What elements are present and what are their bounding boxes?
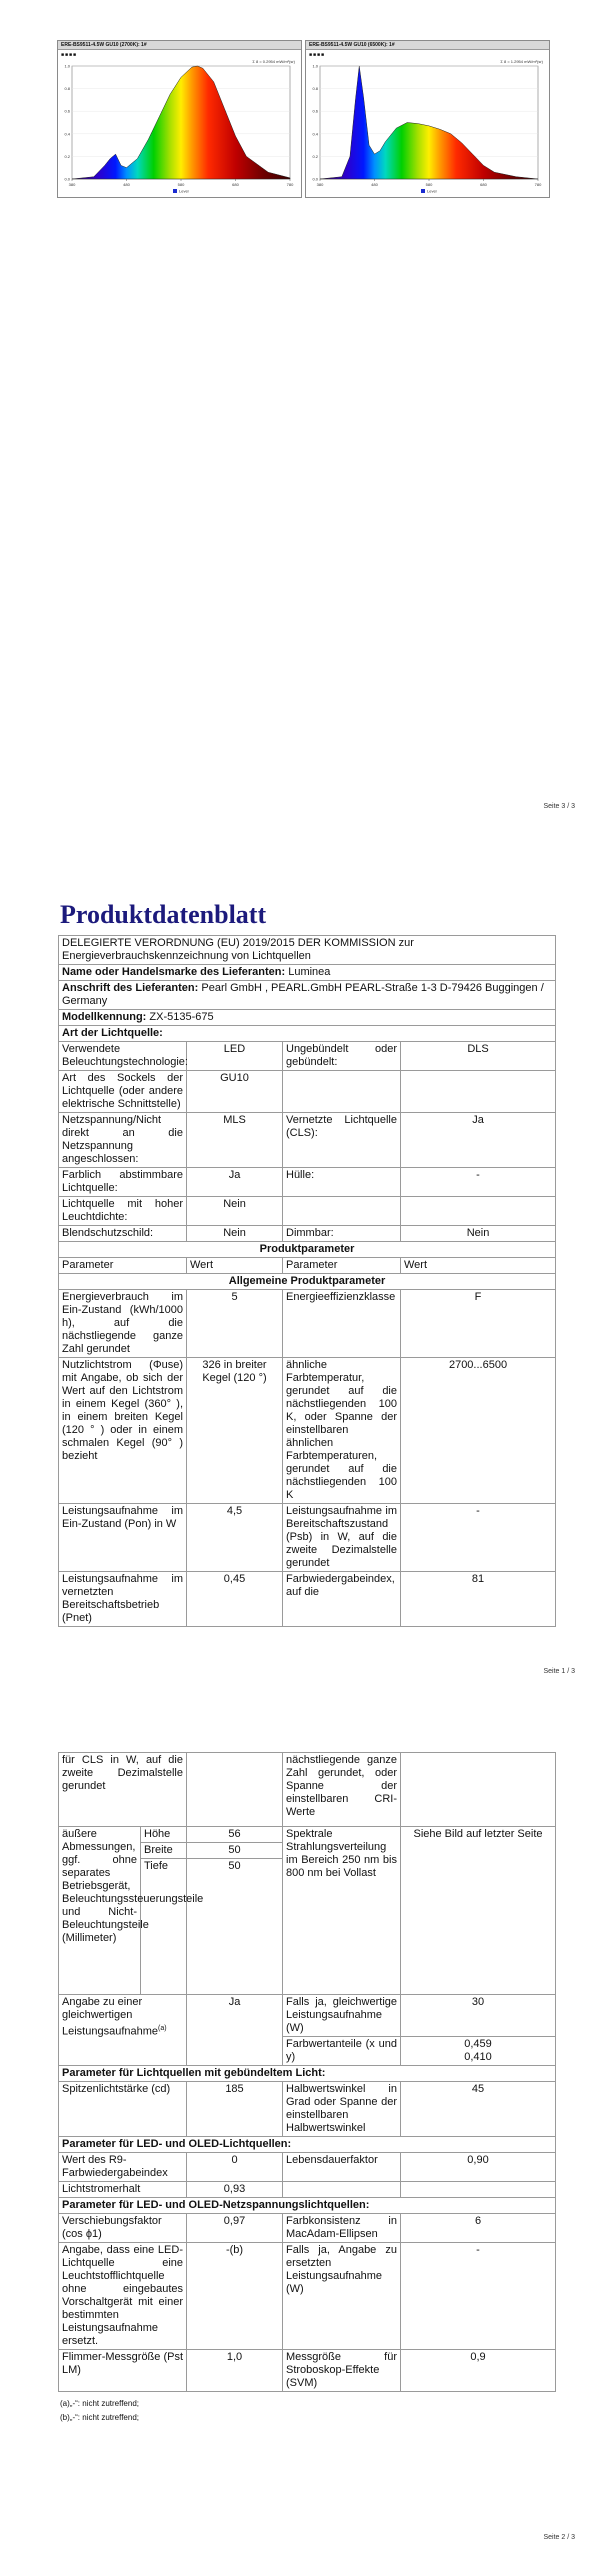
model-label: Modellkennung: <box>62 1011 147 1023</box>
toolbar-icons: ■■■■ <box>61 52 78 58</box>
param-value: 0,93 <box>187 2182 283 2198</box>
param-value: 0,97 <box>187 2214 283 2243</box>
datasheet-table-page2 <box>58 1752 556 2392</box>
section-row <box>59 2137 556 2153</box>
param-value <box>401 1071 556 1113</box>
table-row <box>59 2214 556 2243</box>
x-tick-label: 380 <box>316 182 324 187</box>
chroma-y: 0,410 <box>464 2051 492 2063</box>
table-row <box>59 1197 556 1226</box>
col-param: Parameter <box>283 1258 401 1274</box>
table-row <box>59 1168 556 1197</box>
param-value: 0 <box>187 2153 283 2182</box>
table-row <box>59 1226 556 1242</box>
y-tick-label: 0.8 <box>312 86 318 92</box>
x-tick-label: 780 <box>286 182 294 187</box>
col-value: Wert <box>401 1258 556 1274</box>
param-value: 185 <box>187 2082 283 2137</box>
param-value: 1,0 <box>187 2350 283 2392</box>
datasheet-table-page1 <box>58 935 556 1627</box>
param-label: Netzspannung/Nicht direkt an die Netzspannung angeschlossen: <box>59 1113 187 1168</box>
param-value: - <box>401 1168 556 1197</box>
dims-row <box>59 1827 556 1843</box>
param-label: Blendschutzschild: <box>59 1226 187 1242</box>
param-value: GU10 <box>187 1071 283 1113</box>
section-row <box>59 2066 556 2082</box>
x-tick-label: 680 <box>232 182 239 187</box>
table-row <box>59 1358 556 1504</box>
param-value: 5 <box>187 1290 283 1358</box>
table-row <box>59 1042 556 1071</box>
param-label: ähnliche Farbtemperatur, gerundet auf die nächstliegenden 100 K, oder Spanne der einstellbaren ähnlichen Farbtemperaturen, gerundet auf die nächstliegenden 100 K <box>283 1358 401 1504</box>
param-label: Dimmbar: <box>283 1226 401 1242</box>
param-value: Ja <box>187 1995 283 2066</box>
spectrum-header: ERE-BS9511-4.5W GU10 (6500K): 1# <box>306 41 549 50</box>
address-row <box>59 981 556 1010</box>
param-value: 81 <box>401 1572 556 1627</box>
section-row <box>59 1242 556 1258</box>
footnote-a: (a)„-“: nicht zutreffend; <box>60 2399 139 2408</box>
param-value: DLS <box>401 1042 556 1071</box>
supplier-row <box>59 965 556 981</box>
led-heading: Parameter für LED- und OLED-Lichtquellen: <box>59 2137 556 2153</box>
dim-value: 56 <box>187 1827 283 1843</box>
model-row <box>59 1010 556 1026</box>
y-tick-label: 0.6 <box>64 108 70 114</box>
column-header-row <box>59 1258 556 1274</box>
param-label: Leistungsaufnahme im Ein-Zustand (Pon) in W <box>59 1504 187 1572</box>
param-label <box>283 1071 401 1113</box>
section-row <box>59 2198 556 2214</box>
param-label: Messgröße für Stroboskop-Effekte (SVM) <box>283 2350 401 2392</box>
param-label: Hülle: <box>283 1168 401 1197</box>
param-label: Farbwiedergabeindex, auf die <box>283 1572 401 1627</box>
toolbar-icons: ■■■■ <box>309 52 326 58</box>
spectrum-header: ERE-BS9511-4.5W GU10 (2700K): 1# <box>58 41 301 50</box>
legend-swatch <box>173 189 177 193</box>
param-label: Angabe zu einer gleichwertigen Leistungsaufnahme <box>62 1996 159 2038</box>
page-title: Produktdatenblatt <box>60 900 267 929</box>
param-label: Farblich abstimmbare Lichtquelle: <box>59 1168 187 1197</box>
general-params-heading: Allgemeine Produktparameter <box>59 1274 556 1290</box>
param-label: Nutzlichtstrom (Φuse) mit Angabe, ob sich der Wert auf den Lichtstrom in einem Kegel (360° ), in einem breiten Kegel (120 ° ) oder in einem schmalen Kegel (90° ) bezieht <box>59 1358 187 1504</box>
y-tick-label: 0.2 <box>312 153 318 159</box>
legend-label: Level <box>427 188 437 194</box>
param-value: Nein <box>401 1226 556 1242</box>
param-label: Lichtquelle mit hoher Leuchtdichte: <box>59 1197 187 1226</box>
param-label: für CLS in W, auf die zweite Dezimalstelle gerundet <box>59 1753 187 1827</box>
address-label: Anschrift des Lieferanten: <box>62 982 199 994</box>
spectrum-info: Σ 8 = 1.2954 mW/m²(sr) <box>500 59 543 64</box>
param-value: 0,90 <box>401 2153 556 2182</box>
section-row <box>59 1274 556 1290</box>
param-label: Energieverbrauch im Ein-Zustand (kWh/1000 h), auf die nächstliegende ganze Zahl gerundet <box>59 1290 187 1358</box>
spectrum-chart-6500k <box>306 41 551 199</box>
y-tick-label: 1.0 <box>312 63 318 69</box>
param-label: Verschiebungsfaktor (cos ϕ1) <box>59 2214 187 2243</box>
model-value: ZX-5135-675 <box>149 1011 214 1023</box>
param-label: Art des Sockels der Lichtquelle (oder andere elektrische Schnittstelle) <box>59 1071 187 1113</box>
param-label: Spitzenlichtstärke (cd) <box>59 2082 187 2137</box>
param-value: 0,9 <box>401 2350 556 2392</box>
type-heading: Art der Lichtquelle: <box>59 1026 556 1042</box>
x-tick-label: 580 <box>177 182 185 187</box>
table-row <box>59 2350 556 2392</box>
param-label: Farbkonsistenz in MacAdam-Ellipsen <box>283 2214 401 2243</box>
param-label: Falls ja, gleichwertige Leistungsaufnahme (W) <box>283 1995 401 2037</box>
directional-heading: Parameter für Lichtquellen mit gebündeltem Licht: <box>59 2066 556 2082</box>
legend-swatch <box>421 189 425 193</box>
table-row <box>59 2082 556 2137</box>
param-value: Nein <box>187 1226 283 1242</box>
param-value: 326 in breiter Kegel (120 °) <box>187 1358 283 1504</box>
supplier-label: Name oder Handelsmarke des Lieferanten: <box>62 966 286 978</box>
param-value: - <box>401 2243 556 2350</box>
x-tick-label: 780 <box>534 182 542 187</box>
table-row <box>59 2182 556 2198</box>
table-row <box>59 1504 556 1572</box>
param-value: -(b) <box>187 2243 283 2350</box>
table-row <box>59 2243 556 2350</box>
chroma-x: 0,459 <box>464 2038 492 2050</box>
param-label: Spektrale Strahlungsverteilung im Bereich 250 nm bis 800 nm bei Vollast <box>283 1827 401 1995</box>
mains-heading: Parameter für LED- und OLED-Netzspannungslichtquellen: <box>59 2198 556 2214</box>
param-label: Leistungsaufnahme im vernetzten Bereitschaftsbetrieb (Pnet) <box>59 1572 187 1627</box>
col-value: Wert <box>187 1258 283 1274</box>
y-tick-label: 0.0 <box>312 176 318 182</box>
dims-label: äußere Abmessungen, ggf. ohne separates Betriebsgerät, Beleuchtungssteuerungsteile und Nicht-Beleuchtungsteile (Millimeter) <box>59 1827 141 1995</box>
param-label: Verwendete Beleuchtungstechnologie: <box>59 1042 187 1071</box>
param-label: Flimmer-Messgröße (Pst LM) <box>59 2350 187 2392</box>
spectrum-info: Σ 8 = 0.2954 mW/m²(sr) <box>252 59 295 64</box>
page-number-2: Seite 2 / 3 <box>543 2534 575 2541</box>
page-number-1: Seite 1 / 3 <box>543 1668 575 1675</box>
param-value: Nein <box>187 1197 283 1226</box>
param-value: 30 <box>401 1995 556 2037</box>
param-label: Lichtstromerhalt <box>59 2182 187 2198</box>
y-tick-label: 1.0 <box>64 63 70 69</box>
param-value: Ja <box>401 1113 556 1168</box>
y-tick-label: 0.2 <box>64 153 70 159</box>
param-label: Falls ja, Angabe zu ersetzten Leistungsaufnahme (W) <box>283 2243 401 2350</box>
address-value: Pearl GmbH , PEARL.GmbH PEARL-Straße 1-3 D-79426 Buggingen / Germany <box>62 982 544 1007</box>
footnote-ref: (a) <box>158 2025 167 2032</box>
param-label: Leistungsaufnahme im Bereitschaftszustand (Psb) in W, auf die zweite Dezimalstelle gerundet <box>283 1504 401 1572</box>
y-tick-label: 0.4 <box>64 131 70 137</box>
dim-value: 50 <box>187 1843 283 1859</box>
dim-name: Höhe <box>141 1827 187 1843</box>
x-tick-label: 580 <box>425 182 433 187</box>
param-label: Wert des R9-Farbwiedergabeindex <box>59 2153 187 2182</box>
spectrum-panel-2700k <box>57 40 302 198</box>
param-value: F <box>401 1290 556 1358</box>
table-row <box>59 1995 556 2037</box>
x-tick-label: 480 <box>371 182 378 187</box>
param-value <box>401 1197 556 1226</box>
dim-name: Breite <box>141 1843 187 1859</box>
product-params-heading: Produktparameter <box>59 1242 556 1258</box>
param-value: MLS <box>187 1113 283 1168</box>
param-value: 45 <box>401 2082 556 2137</box>
param-value: Siehe Bild auf letzter Seite <box>401 1827 556 1995</box>
param-label: Ungebündelt oder gebündelt: <box>283 1042 401 1071</box>
param-value: LED <box>187 1042 283 1071</box>
table-row <box>59 1572 556 1627</box>
param-label: Halbwertswinkel in Grad oder Spanne der einstellbaren Halbwertswinkel <box>283 2082 401 2137</box>
param-label: Lebensdauerfaktor <box>283 2153 401 2182</box>
param-value: 4,5 <box>187 1504 283 1572</box>
y-tick-label: 0.8 <box>64 86 70 92</box>
col-param: Parameter <box>59 1258 187 1274</box>
param-value: - <box>401 1504 556 1572</box>
x-tick-label: 680 <box>480 182 487 187</box>
param-value: 6 <box>401 2214 556 2243</box>
param-label: Energieeffizienzklasse <box>283 1290 401 1358</box>
param-label: nächstliegende ganze Zahl gerundet, oder Spanne der einstellbaren CRI-Werte <box>283 1753 401 1827</box>
param-value: Ja <box>187 1168 283 1197</box>
type-heading-row <box>59 1026 556 1042</box>
dim-value: 50 <box>187 1859 283 1995</box>
x-tick-label: 380 <box>68 182 76 187</box>
table-row <box>59 2153 556 2182</box>
param-value: 2700...6500 <box>401 1358 556 1504</box>
param-label: Angabe, dass eine LED-Lichtquelle eine Leuchtstofflichtquelle ohne eingebautes Vorschaltgerät mit einer bestimmten Leistungsaufnahme ersetzt. <box>59 2243 187 2350</box>
spectrum-panel-6500k <box>305 40 550 198</box>
y-tick-label: 0.0 <box>64 176 70 182</box>
table-row <box>59 1290 556 1358</box>
table-row <box>59 1113 556 1168</box>
param-label: Vernetzte Lichtquelle (CLS): <box>283 1113 401 1168</box>
table-row <box>59 1071 556 1113</box>
spectrum-chart-2700k <box>58 41 303 199</box>
table-row <box>59 1753 556 1827</box>
x-tick-label: 480 <box>123 182 130 187</box>
supplier-name: Luminea <box>288 966 331 978</box>
footnote-b: (b)„-“: nicht zutreffend; <box>60 2413 139 2422</box>
regulation-text: DELEGIERTE VERORDNUNG (EU) 2019/2015 DER KOMMISSION zur Energieverbrauchskennzeichnung von Lichtquellen <box>59 936 556 965</box>
param-label: Farbwertanteile (x und y) <box>283 2037 401 2066</box>
regulation-row <box>59 936 556 965</box>
param-value: 0,45 <box>187 1572 283 1627</box>
legend-label: Level <box>179 188 189 194</box>
dim-name: Tiefe <box>141 1859 187 1995</box>
param-label <box>283 1197 401 1226</box>
y-tick-label: 0.6 <box>312 108 318 114</box>
page-number-3: Seite 3 / 3 <box>543 803 575 810</box>
y-tick-label: 0.4 <box>312 131 318 137</box>
